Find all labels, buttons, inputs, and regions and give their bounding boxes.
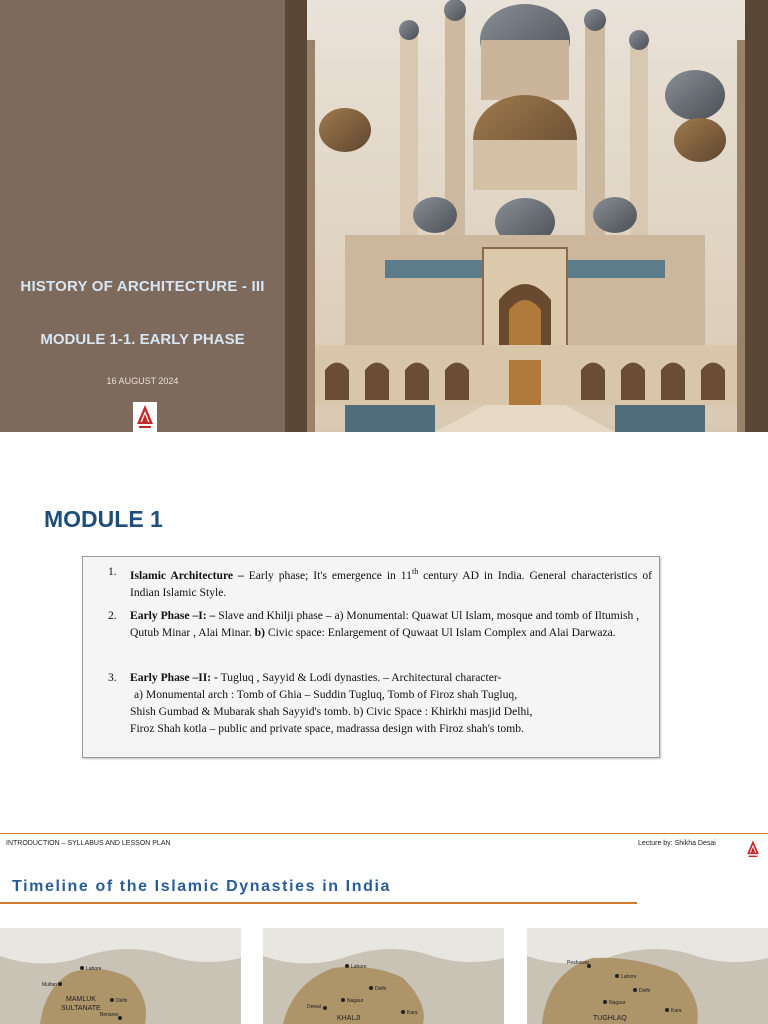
institution-logo [133, 402, 157, 432]
syllabus-box [82, 556, 660, 758]
city-label: Lahore [351, 964, 367, 970]
city-label: Kara [407, 1010, 418, 1016]
title-underline [0, 902, 637, 904]
module-slide [0, 432, 768, 832]
cover-title-panel [0, 0, 285, 432]
item-text: Early Phase –II: - Tugluq , Sayyid & Lodi dynasties. – Architectural character- [130, 671, 502, 684]
item-text-line: Shish Gumbad & Mubarak shah Sayyid's tomb. b) Civic Space : Khirkhi masjid Delhi, [130, 705, 533, 718]
city-label: Benares [100, 1012, 119, 1018]
institution-logo [744, 838, 762, 860]
city-label: Kara [671, 1008, 682, 1014]
map-tughlaq [527, 928, 768, 1024]
module-title: MODULE 1-1. EARLY PHASE [40, 331, 245, 348]
item-number: 3. [108, 671, 117, 684]
city-label: Delhi [116, 998, 128, 1004]
course-title: HISTORY OF ARCHITECTURE - III [20, 278, 265, 295]
item-text: Early Phase –I: – Slave and Khilji phase – a) Monumental: Quawat Ul Islam, mosque and tomb of Iltumish , Qutub Minar , Alai Minar. b) Civic space: Enlargement of Quwaat Ul Islam Complex and Alai Darwaza. [130, 609, 640, 639]
city-label: Nagaur [347, 998, 364, 1004]
dynasty-label: KHALJI [337, 1015, 361, 1022]
section-label: INTRODUCTION – SYLLABUS AND LESSON PLAN [6, 840, 171, 847]
cover-slide [0, 0, 768, 432]
islamic-architecture-illustration [285, 0, 768, 432]
map-mamluk [0, 928, 241, 1024]
city-label: Peshawar [567, 960, 590, 966]
dynasty-label: TUGHLAQ [593, 1015, 627, 1022]
dynasty-label: SULTANATE [61, 1005, 101, 1012]
city-label: Dewal [307, 1004, 321, 1010]
item-text: Islamic Architecture – Early phase; It's emergence in 11th century AD in India. General characteristics of Indian Islamic Style. [130, 567, 653, 599]
item-text-line: a) Monumental arch : Tomb of Ghia – Suddin Tugluq, Tomb of Firoz shah Tugluq, [134, 688, 518, 701]
item-number: 1. [108, 565, 117, 578]
map-khalji [263, 928, 504, 1024]
city-label: Delhi [375, 986, 387, 992]
city-label: Lahore [86, 966, 102, 972]
city-label: Lahore [621, 974, 637, 980]
header-divider [0, 833, 768, 834]
city-label: Delhi [639, 988, 651, 994]
cover-date: 16 AUGUST 2024 [106, 376, 179, 386]
city-label: Nagaur [609, 1000, 626, 1006]
lecturer-label: Lecture by: Shikha Desai [638, 840, 716, 847]
city-label: Multan [42, 982, 58, 988]
timeline-title: Timeline of the Islamic Dynasties in India [12, 878, 391, 895]
module-heading: MODULE 1 [44, 506, 163, 532]
item-number: 2. [108, 609, 117, 622]
timeline-slide [0, 832, 768, 1024]
dynasty-label: MAMLUK [66, 996, 96, 1003]
item-text-line: Firoz Shah kotla – public and private space, madrassa design with Firoz shah's tomb. [130, 722, 524, 735]
